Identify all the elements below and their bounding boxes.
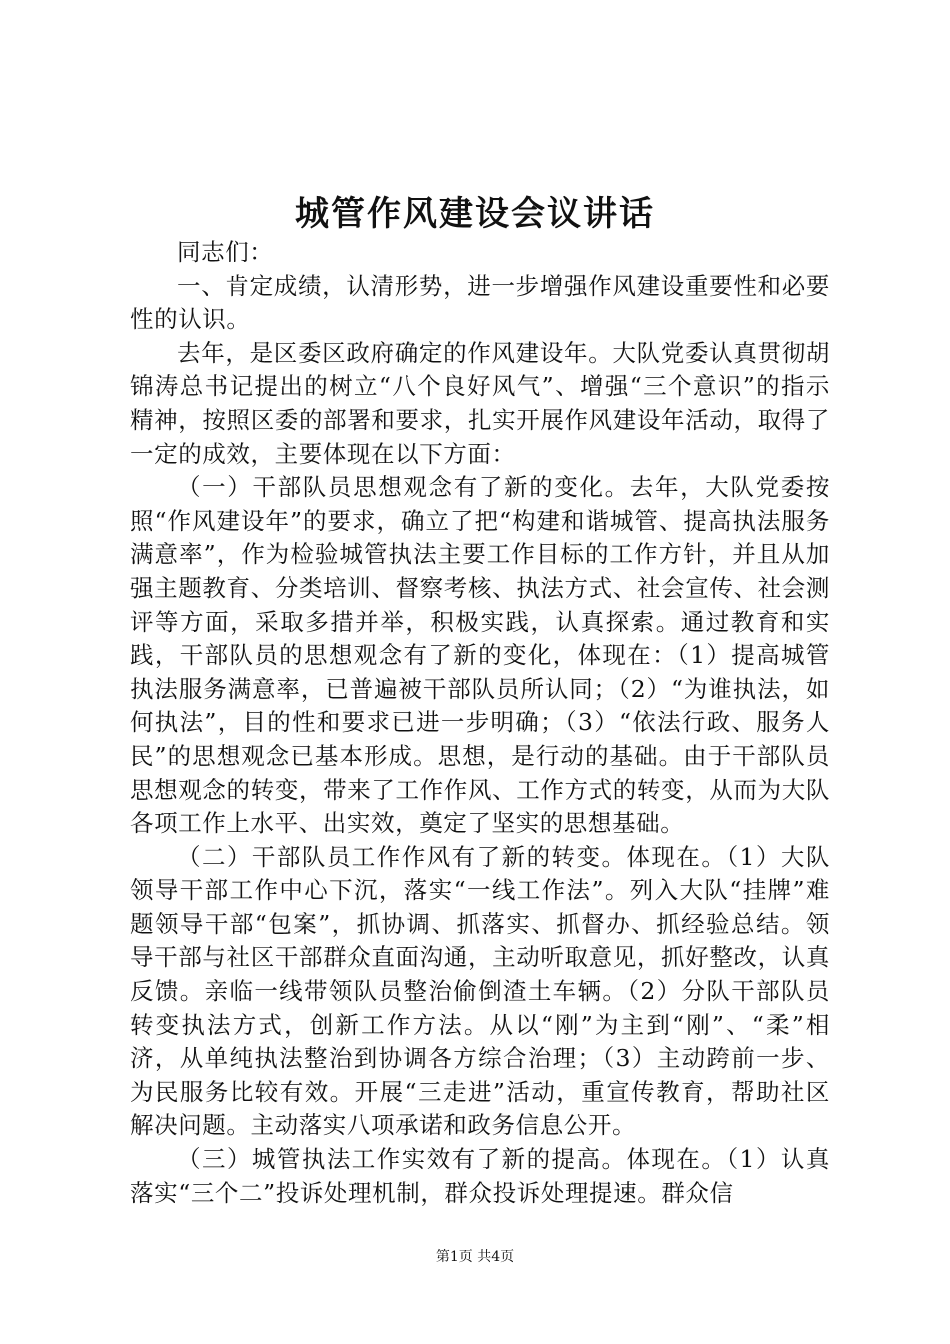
paragraph-section-heading: 一、肯定成绩，认清形势，进一步增强作风建设重要性和必要性的认识。 [130, 271, 830, 334]
paragraph-intro: 去年，是区委区政府确定的作风建设年。大队党委认真贯彻胡锦涛总书记提出的树立“八个良好风气”、增强“三个意识”的指示精神，按照区委的部署和要求，扎实开展作风建设年活动，取得了一定的成效，主要体现在以下方面： [130, 338, 830, 468]
paragraph-salutation: 同志们： [177, 238, 274, 266]
paragraph-point-3: （三）城管执法工作实效有了新的提高。体现在。（1）认真落实“三个二”投诉处理机制，群众投诉处理提速。群众信 [130, 1145, 830, 1207]
document-title: 城管作风建设会议讲话 [295, 194, 655, 234]
paragraph-point-2: （二）干部队员工作作风有了新的转变。体现在。（1）大队领导干部工作中心下沉，落实“一线工作法”。列入大队“挂牌”难题领导干部“包案”，抓协调、抓落实、抓督办、抓经验总结。领导干部与社区干部群众直面沟通，主动听取意见，抓好整改，认真反馈。亲临一线带领队员整治偷倒渣土车辆。（2）分队干部队员转变执法方式，创新工作方法。从以“刚”为主到“刚”、“柔”相济，从单纯执法整治到协调各方综合治理；（3）主动跨前一步、为民服务比较有效。开展“三走进”活动，重宣传教育，帮助社区解决问题。主动落实八项承诺和政务信息公开。 [130, 842, 830, 1140]
paragraph-point-1: （一）干部队员思想观念有了新的变化。去年，大队党委按照“作风建设年”的要求，确立了把“构建和谐城管、提高执法服务满意率”，作为检验城管执法主要工作目标的工作方针，并且从加强主题教育、分类培训、督察考核、执法方式、社会宣传、社会测评等方面，采取多措并举，积极实践，认真探索。通过教育和实践，干部队员的思想观念有了新的变化，体现在：（1）提高城管执法服务满意率，已普遍被干部队员所认同；（2）“为谁执法，如何执法”，目的性和要求已进一步明确；（3）“依法行政、服务人民”的思想观念已基本形成。思想，是行动的基础。由于干部队员思想观念的转变，带来了工作作风、工作方式的转变，从而为大队各项工作上水平、出实效，奠定了坚实的思想基础。 [130, 473, 830, 838]
document-body [130, 236, 830, 1210]
page-footer: 第1页 共4页 [435, 1249, 515, 1265]
